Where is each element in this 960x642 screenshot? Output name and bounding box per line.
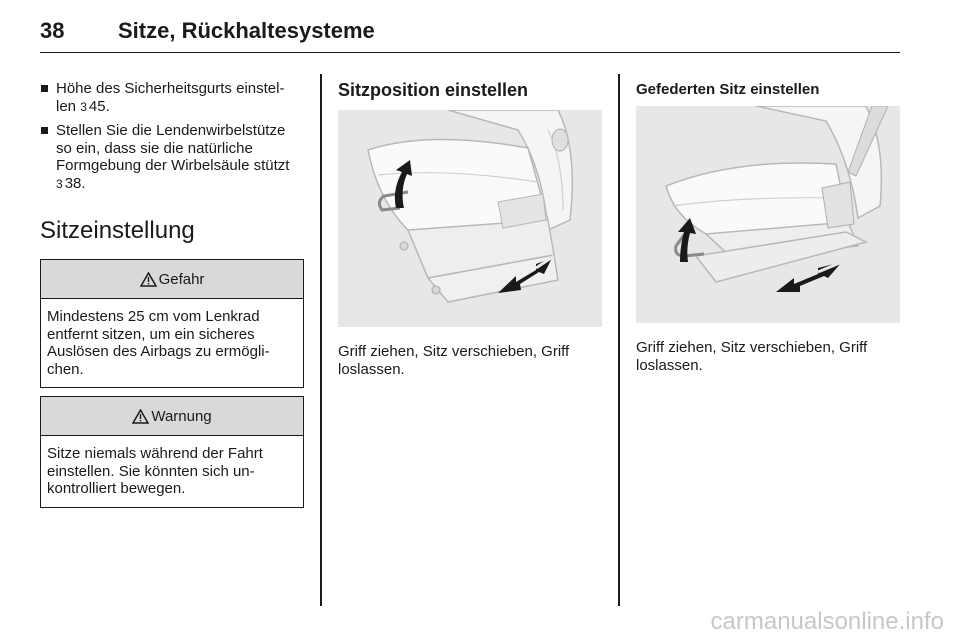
page-header bbox=[40, 16, 900, 53]
page-ref-arrow-icon: 3 bbox=[80, 99, 87, 114]
danger-box bbox=[40, 259, 304, 388]
danger-line: Auslösen des Airbags zu ermögli- bbox=[47, 343, 270, 360]
page-ref-arrow-icon: 3 bbox=[56, 176, 63, 191]
warning-box bbox=[40, 396, 304, 508]
page-title: Sitze, Rückhaltesysteme bbox=[118, 18, 375, 43]
bullet-line: Stellen Sie die Lendenwirbelstütze bbox=[56, 122, 286, 139]
danger-title: Gefahr bbox=[158, 270, 205, 288]
seat-position-illustration bbox=[338, 110, 602, 327]
column-1 bbox=[40, 80, 304, 516]
caption-line: Griff ziehen, Sitz verschieben, Griff bbox=[636, 339, 868, 356]
seat-adjust-drawing bbox=[338, 110, 602, 322]
warning-line: Sitze niemals während der Fahrt bbox=[47, 445, 263, 462]
spring-seat-drawing bbox=[636, 106, 900, 318]
bullet-item bbox=[40, 122, 304, 193]
warning-line: einstellen. Sie könnten sich un- bbox=[47, 462, 255, 480]
bullet-square-icon bbox=[41, 127, 48, 134]
warning-triangle-icon bbox=[140, 272, 157, 287]
watermark: carmanualsonline.info bbox=[710, 608, 944, 635]
column-2 bbox=[338, 80, 602, 378]
page-ref-link[interactable]: 38. bbox=[64, 174, 86, 192]
figure-caption bbox=[338, 343, 602, 378]
spring-seat-illustration bbox=[636, 106, 900, 323]
column-3 bbox=[636, 80, 900, 374]
danger-line: entfernt sitzen, um ein sicheres bbox=[47, 325, 255, 343]
figure-caption bbox=[636, 339, 900, 374]
bullet-square-icon bbox=[41, 85, 48, 92]
warning-box-body bbox=[41, 436, 303, 507]
danger-box-header bbox=[41, 260, 303, 299]
caption-line: loslassen. bbox=[338, 360, 405, 378]
bullet-line: len bbox=[56, 97, 77, 115]
warning-line: kontrolliert bewegen. bbox=[47, 480, 186, 497]
section-title-sitzposition: Sitzposition einstellen bbox=[338, 80, 529, 100]
danger-line: chen. bbox=[47, 360, 84, 378]
page-number: 38 bbox=[40, 18, 65, 43]
warning-triangle-icon bbox=[132, 409, 149, 424]
danger-box-body bbox=[41, 299, 303, 387]
section-title-gefedert: Gefederten Sitz einstellen bbox=[636, 81, 820, 98]
column-divider-1 bbox=[320, 74, 322, 606]
warning-title: Warnung bbox=[151, 407, 212, 425]
bullet-item bbox=[40, 80, 304, 116]
column-divider-2 bbox=[618, 74, 620, 606]
danger-line: Mindestens 25 cm vom Lenkrad bbox=[47, 308, 260, 325]
bullet-line: Höhe des Sicherheitsgurts einstel- bbox=[56, 80, 285, 97]
page-ref-link[interactable]: 45. bbox=[88, 97, 110, 115]
bullet-line: so ein, dass sie die natürliche bbox=[56, 139, 253, 157]
bullet-list bbox=[40, 80, 304, 193]
bullet-line: Formgebung der Wirbelsäule stützt bbox=[56, 157, 290, 174]
section-title: Sitzeinstellung bbox=[40, 217, 195, 244]
caption-line: loslassen. bbox=[636, 356, 703, 374]
caption-line: Griff ziehen, Sitz verschieben, Griff bbox=[338, 343, 570, 360]
warning-box-header bbox=[41, 397, 303, 436]
